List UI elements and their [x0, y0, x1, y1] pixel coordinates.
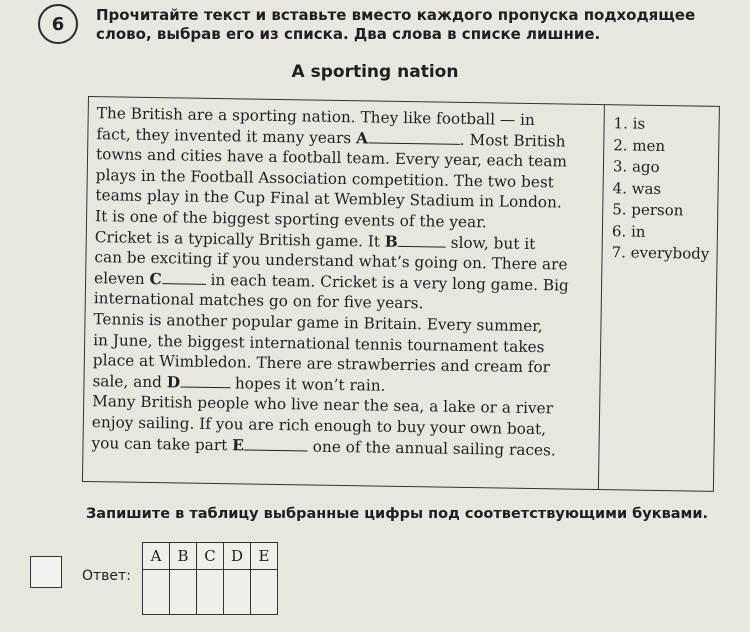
answer-label: Ответ:: [82, 568, 131, 584]
passage-line: eleven C in each team. Cricket is a very long game. Big: [94, 268, 569, 295]
answer-cell-c[interactable]: [197, 570, 224, 615]
answer-cell-e[interactable]: [251, 570, 278, 615]
word-option: 3. ago: [612, 157, 660, 176]
word-option: 5. person: [612, 200, 684, 220]
gap-blank-e[interactable]: [244, 435, 308, 451]
gap-letter-b: B: [384, 232, 398, 251]
gap-blank-c[interactable]: [162, 269, 206, 285]
text-title: A sporting nation: [291, 62, 459, 82]
passage-line: Many British people who live near the sea, a lake or a river: [92, 392, 554, 418]
answer-letter: E: [251, 543, 278, 570]
passage-line: can be exciting if you understand what’s going on. There are: [94, 248, 568, 274]
word-option: 4. was: [612, 178, 662, 198]
passage-line: fact, they invented it many years A . Most British: [96, 124, 566, 151]
gap-letter-c: C: [149, 269, 162, 288]
passage-text: [91, 103, 596, 461]
gap-letter-d: D: [166, 372, 181, 392]
task-instruction: Прочитайте текст и вставьте вместо каждого пропуска подходящее слово, выбрав его из списка. Два слова в списке лишние.: [96, 6, 696, 43]
passage-line: It is one of the biggest sporting events of the year.: [94, 207, 487, 232]
gap-blank-b[interactable]: [398, 231, 446, 247]
word-options-list: [611, 113, 718, 265]
gap-blank-a[interactable]: [368, 128, 460, 144]
word-option: 1. is: [613, 114, 646, 133]
passage-line: you can take part E one of the annual sailing races.: [91, 433, 556, 459]
passage-line: plays in the Football Association competition. The two best: [95, 165, 555, 192]
passage-line: sale, and D hopes it won’t rain.: [92, 371, 386, 395]
gap-letter-e: E: [232, 435, 245, 454]
passage-line: enjoy sailing. If you are rich enough to buy your own boat,: [91, 413, 547, 439]
answer-header-row: [143, 543, 278, 570]
answer-input-row: [143, 570, 278, 615]
answer-letter: D: [224, 543, 251, 570]
answer-letter: B: [170, 543, 197, 570]
answer-table: [142, 542, 278, 615]
passage-line: in June, the biggest international tennis tournament takes: [93, 330, 545, 356]
answer-letter: A: [143, 543, 170, 570]
passage-line: place at Wimbledon. There are strawberries and cream for: [92, 351, 551, 377]
answer-letter: C: [197, 543, 224, 570]
passage-line: Cricket is a typically British game. It B slow, but it: [94, 227, 536, 253]
answer-cell-d[interactable]: [224, 570, 251, 615]
task-table: [82, 96, 720, 492]
answer-cell-b[interactable]: [170, 570, 197, 615]
score-box[interactable]: [30, 556, 62, 588]
word-option: 2. men: [613, 135, 666, 155]
gap-letter-a: A: [355, 128, 369, 147]
passage-line: towns and cities have a football team. Every year, each team: [95, 145, 568, 171]
gap-blank-d[interactable]: [180, 372, 230, 388]
passage-line: international matches go on for five years.: [93, 289, 424, 313]
answer-cell-a[interactable]: [143, 570, 170, 615]
passage-line: The British are a sporting nation. They like football — in: [96, 104, 535, 130]
word-option: 7. everybody: [611, 243, 710, 263]
task-number: 6: [38, 4, 78, 44]
column-divider: [598, 105, 605, 489]
word-option: 6. in: [611, 221, 646, 241]
answer-instruction: Запишите в таблицу выбранные цифры под соответствующими буквами.: [86, 506, 709, 522]
passage-line: Tennis is another popular game in Britain. Every summer,: [93, 310, 543, 336]
passage-line: teams play in the Cup Final at Wembley Stadium in London.: [95, 186, 562, 212]
